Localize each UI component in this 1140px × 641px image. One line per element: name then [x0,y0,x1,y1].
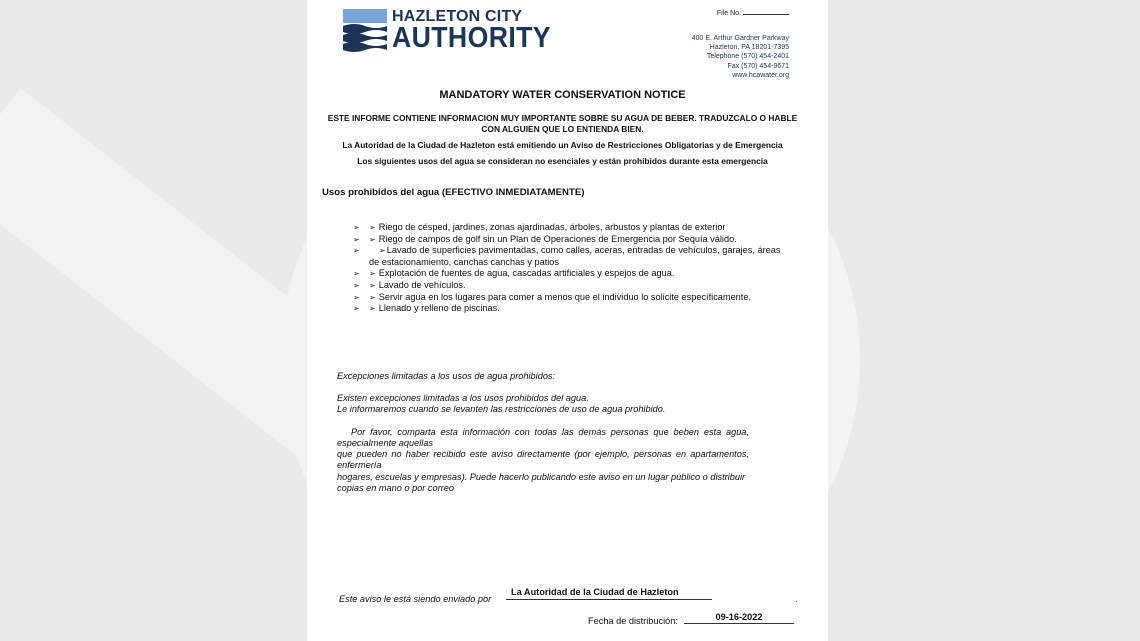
list-item [353,222,793,234]
exceptions-heading: Excepciones limitadas a los usos de agua prohibidos: [337,371,556,381]
file-number-blank [743,14,789,15]
telephone-line: Telephone (570) 454-2401 [706,53,789,61]
sender-value: La Autoridad de la Ciudad de Hazleton [506,587,712,600]
list-item-text: Servir agua en los lugares para comer a menos que el individuo lo solicite específicamente. [378,291,751,302]
list-item-text: Lavado de vehículos. [378,279,466,290]
prohibited-uses-list [353,222,793,315]
important-translation-notice: ESTE INFORME CONTIENE INFORMACION MUY IMPORTANTE SOBRE SU AGUA DE BEBER. TRADUZCALO O HABLE CON ALGUIEN QUE LO ENTIENDA BIEN. [327,113,798,134]
distribution-date-label: Fecha de distribución: [588,616,678,626]
sender-period: . [795,594,798,604]
arrow-bullet-icon: ➢ [353,246,360,256]
list-item-text: Lavado de superficies pavimentadas, como calles, aceras, entradas de vehículos, garajes, áreas de estacionamiento, canchas canchas y patios [369,245,781,267]
list-item [353,292,793,304]
arrow-bullet-icon: ➢ [379,246,386,256]
exceptions-text-1: Existen excepciones limitadas a los usos prohibidos del agua. [337,393,589,403]
list-item [353,234,793,246]
notice-title: MANDATORY WATER CONSERVATION NOTICE [439,89,686,101]
arrow-bullet-icon: ➢ [353,269,360,279]
hazleton-logo [343,8,568,54]
prohibited-uses-heading: Usos prohibidos del agua (EFECTIVO INMEDIATAMENTE) [322,187,585,198]
notice-page [307,0,828,641]
sender-label: Este aviso le está siendo enviado por [339,594,492,604]
list-item [353,280,793,292]
list-item-text: Riego de césped, jardines, zonas ajardinadas, árboles, arbustos y plantas de exterior [378,222,726,232]
fax-line: Fax (570) 454-9671 [727,62,789,70]
share-paragraph-3: hogares, escuelas y empresas). Puede hacerlo publicando este aviso en un lugar público o distribuir copias en mano o por correo [337,472,746,494]
arrow-bullet-icon: ➢ [369,234,376,244]
share-paragraph-2: que pueden no haber recibido este aviso directamente (por ejemplo, personas en apartamentos, enfermería [337,449,749,471]
water-waves-logo-icon [343,9,387,53]
file-number [717,10,789,17]
list-item-text: Riego de campos de golf sin un Plan de Operaciones de Emergencia por Sequía válido. [378,233,737,244]
arrow-bullet-icon: ➢ [369,280,376,290]
address-line: Hazleton, PA 18201-7395 [709,44,789,52]
arrow-bullet-icon: ➢ [369,292,376,302]
website-line: www.hcawater.org [732,71,789,79]
arrow-bullet-icon: ➢ [369,304,376,314]
arrow-bullet-icon: ➢ [353,292,360,302]
nonessential-statement: Los siguientes usos del agua se consideran no esenciales y están prohibidos durante esta emergencia [357,156,768,166]
logo-text-authority: AUTHORITY [392,22,551,54]
list-item-text: Llenado y relleno de piscinas. [378,303,500,314]
logo-text-city: HAZLETON CITY [392,8,523,25]
arrow-bullet-icon: ➢ [369,269,376,279]
arrow-bullet-icon: ➢ [353,234,360,244]
arrow-bullet-icon: ➢ [353,280,360,290]
list-item-text: Explotación de fuentes de agua, cascadas artificiales y espejos de agua. [378,268,675,279]
distribution-date-value: 09-16-2022 [684,612,794,624]
list-item [353,245,793,268]
arrow-bullet-icon: ➢ [353,223,360,232]
exceptions-text-2: Le informaremos cuando se levanten las restricciones de uso de agua prohibido. [337,404,666,414]
arrow-bullet-icon: ➢ [369,223,376,232]
address-line: 400 E. Arthur Gardner Parkway [691,35,789,42]
share-paragraph-1: Por favor, comparta esta información con todas las demás personas que beben esta agua, especialmente aquellas [337,427,749,449]
list-item [353,268,793,280]
authority-address [692,34,789,80]
arrow-bullet-icon: ➢ [353,304,360,314]
issuing-statement: La Autoridad de la Ciudad de Hazleton está emitiendo un Aviso de Restricciones Obligatorias y de Emergencia [342,140,783,150]
file-number-label: File No. [716,10,741,17]
list-item [353,303,793,315]
